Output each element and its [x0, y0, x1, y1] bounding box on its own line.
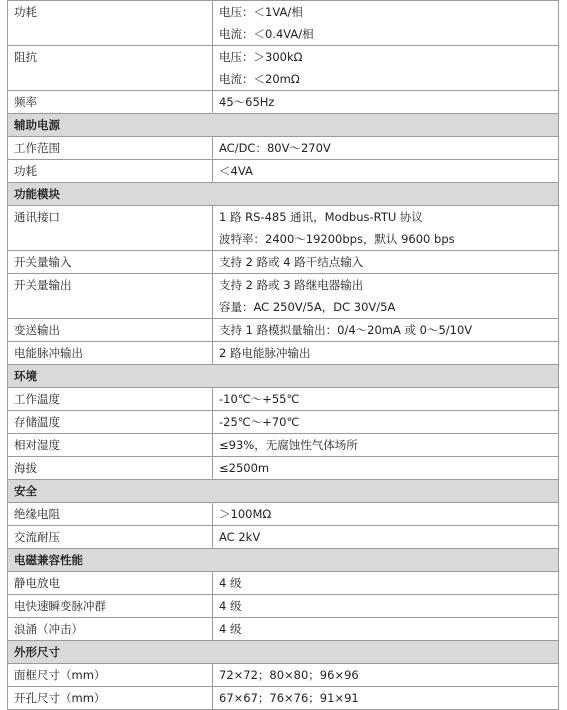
spec-label: 频率: [14, 95, 37, 109]
spec-value: ＞100MΩ: [219, 507, 272, 521]
spec-value-cell: [213, 687, 559, 710]
spec-row: [8, 457, 559, 480]
section-title: 电磁兼容性能: [8, 549, 559, 572]
spec-label-cell: [8, 457, 213, 480]
spec-row: [8, 160, 559, 183]
spec-value: AC/DC：80V～270V: [219, 141, 331, 155]
spec-row: [8, 687, 559, 710]
spec-label-cell: [8, 664, 213, 687]
spec-label: 开关量输入: [14, 255, 72, 269]
spec-label-cell: [8, 251, 213, 274]
spec-value: 波特率：2400～19200bps，默认 9600 bps: [219, 232, 455, 246]
spec-value: AC 2kV: [219, 530, 261, 544]
spec-value-cell: [213, 526, 559, 549]
spec-value: 电压：＞300kΩ: [219, 50, 303, 64]
spec-label: 开孔尺寸（mm）: [14, 691, 106, 705]
spec-value: 支持 2 路或 4 路干结点输入: [219, 255, 364, 269]
section-header-row: [8, 183, 559, 206]
section-title: 环境: [8, 365, 559, 388]
spec-value: -10℃～+55℃: [219, 392, 300, 406]
spec-value: 支持 2 路或 3 路继电器输出: [219, 278, 364, 292]
spec-value: 电流：＜20mΩ: [219, 72, 300, 86]
spec-value: 45～65Hz: [219, 95, 275, 109]
spec-label: 工作温度: [14, 392, 60, 406]
spec-label-cell: [8, 572, 213, 595]
spec-label-cell: [8, 526, 213, 549]
spec-value: ＜4VA: [219, 164, 253, 178]
spec-row: [8, 91, 559, 114]
section-header-row: [8, 114, 559, 137]
section-header-row: [8, 641, 559, 664]
spec-label: 电能脉冲输出: [14, 346, 83, 360]
spec-label-cell: [8, 434, 213, 457]
spec-value-cell: [213, 160, 559, 183]
spec-value-cell: [213, 572, 559, 595]
spec-row: [8, 503, 559, 526]
spec-table-body: [8, 1, 559, 710]
spec-value-cell: [213, 319, 559, 342]
spec-row: [8, 434, 559, 457]
spec-value-cell: [213, 411, 559, 434]
spec-value-cell: [213, 457, 559, 480]
spec-value-cell: [213, 503, 559, 526]
spec-label-cell: [8, 1, 213, 46]
spec-value-cell: [213, 274, 559, 319]
spec-value-cell: [213, 137, 559, 160]
spec-value-cell: [213, 91, 559, 114]
spec-value-cell: [213, 595, 559, 618]
spec-row: [8, 251, 559, 274]
spec-label-cell: [8, 46, 213, 91]
spec-label-cell: [8, 618, 213, 641]
spec-row: [8, 319, 559, 342]
spec-label-cell: [8, 91, 213, 114]
spec-value-cell: [213, 46, 559, 91]
spec-row: [8, 411, 559, 434]
spec-value: 2 路电能脉冲输出: [219, 346, 311, 360]
spec-value-cell: [213, 342, 559, 365]
spec-value: 4 级: [219, 622, 242, 636]
spec-label-cell: [8, 411, 213, 434]
spec-row: [8, 1, 559, 46]
section-title: 功能模块: [8, 183, 559, 206]
spec-value-cell: [213, 664, 559, 687]
spec-table: [7, 0, 559, 710]
section-title: 安全: [8, 480, 559, 503]
spec-value-cell: [213, 388, 559, 411]
spec-row: [8, 595, 559, 618]
spec-row: [8, 342, 559, 365]
spec-value-cell: [213, 251, 559, 274]
spec-row: [8, 664, 559, 687]
spec-label: 交流耐压: [14, 530, 60, 544]
spec-label-cell: [8, 503, 213, 526]
spec-value: 4 级: [219, 576, 242, 590]
spec-row: [8, 46, 559, 91]
spec-value: 容量：AC 250V/5A，DC 30V/5A: [219, 300, 396, 314]
spec-value: 电流：＜0.4VA/相: [219, 27, 314, 41]
spec-label: 绝缘电阻: [14, 507, 60, 521]
spec-row: [8, 526, 559, 549]
spec-value: -25℃～+70℃: [219, 415, 300, 429]
spec-label-cell: [8, 319, 213, 342]
spec-label: 通讯接口: [14, 210, 60, 224]
spec-value-cell: [213, 434, 559, 457]
section-header-row: [8, 365, 559, 388]
spec-label: 功耗: [14, 164, 37, 178]
section-title: 辅助电源: [8, 114, 559, 137]
spec-label: 面框尺寸（mm）: [14, 668, 106, 682]
spec-label: 阻抗: [14, 50, 37, 64]
spec-value: 支持 1 路模拟量输出：0/4～20mA 或 0～5/10V: [219, 323, 473, 337]
spec-row: [8, 137, 559, 160]
spec-label-cell: [8, 274, 213, 319]
spec-label-cell: [8, 160, 213, 183]
spec-value: 1 路 RS-485 通讯，Modbus-RTU 协议: [219, 210, 423, 224]
spec-row: [8, 274, 559, 319]
spec-label: 开关量输出: [14, 278, 72, 292]
spec-label-cell: [8, 687, 213, 710]
spec-value: 电压：＜1VA/相: [219, 5, 303, 19]
spec-label: 相对湿度: [14, 438, 60, 452]
spec-row: [8, 572, 559, 595]
spec-label-cell: [8, 342, 213, 365]
spec-label: 功耗: [14, 5, 37, 19]
spec-label: 静电放电: [14, 576, 60, 590]
spec-value: 72×72；80×80；96×96: [219, 668, 359, 682]
spec-value: 67×67；76×76；91×91: [219, 691, 359, 705]
spec-label: 变送输出: [14, 323, 60, 337]
spec-label-cell: [8, 206, 213, 251]
spec-label-cell: [8, 137, 213, 160]
spec-row: [8, 618, 559, 641]
spec-row: [8, 388, 559, 411]
spec-value-cell: [213, 618, 559, 641]
section-title: 外形尺寸: [8, 641, 559, 664]
spec-value: ≤93%，无腐蚀性气体场所: [219, 438, 358, 452]
spec-label: 电快速瞬变脉冲群: [14, 599, 106, 613]
spec-label: 存储温度: [14, 415, 60, 429]
section-header-row: [8, 480, 559, 503]
spec-value-cell: [213, 1, 559, 46]
spec-row: [8, 206, 559, 251]
spec-value-cell: [213, 206, 559, 251]
spec-label-cell: [8, 388, 213, 411]
spec-label: 工作范围: [14, 141, 60, 155]
spec-value: 4 级: [219, 599, 242, 613]
spec-value: ≤2500m: [219, 461, 270, 475]
spec-label: 海拔: [14, 461, 37, 475]
spec-label: 浪涌（冲击）: [14, 622, 83, 636]
section-header-row: [8, 549, 559, 572]
spec-label-cell: [8, 595, 213, 618]
